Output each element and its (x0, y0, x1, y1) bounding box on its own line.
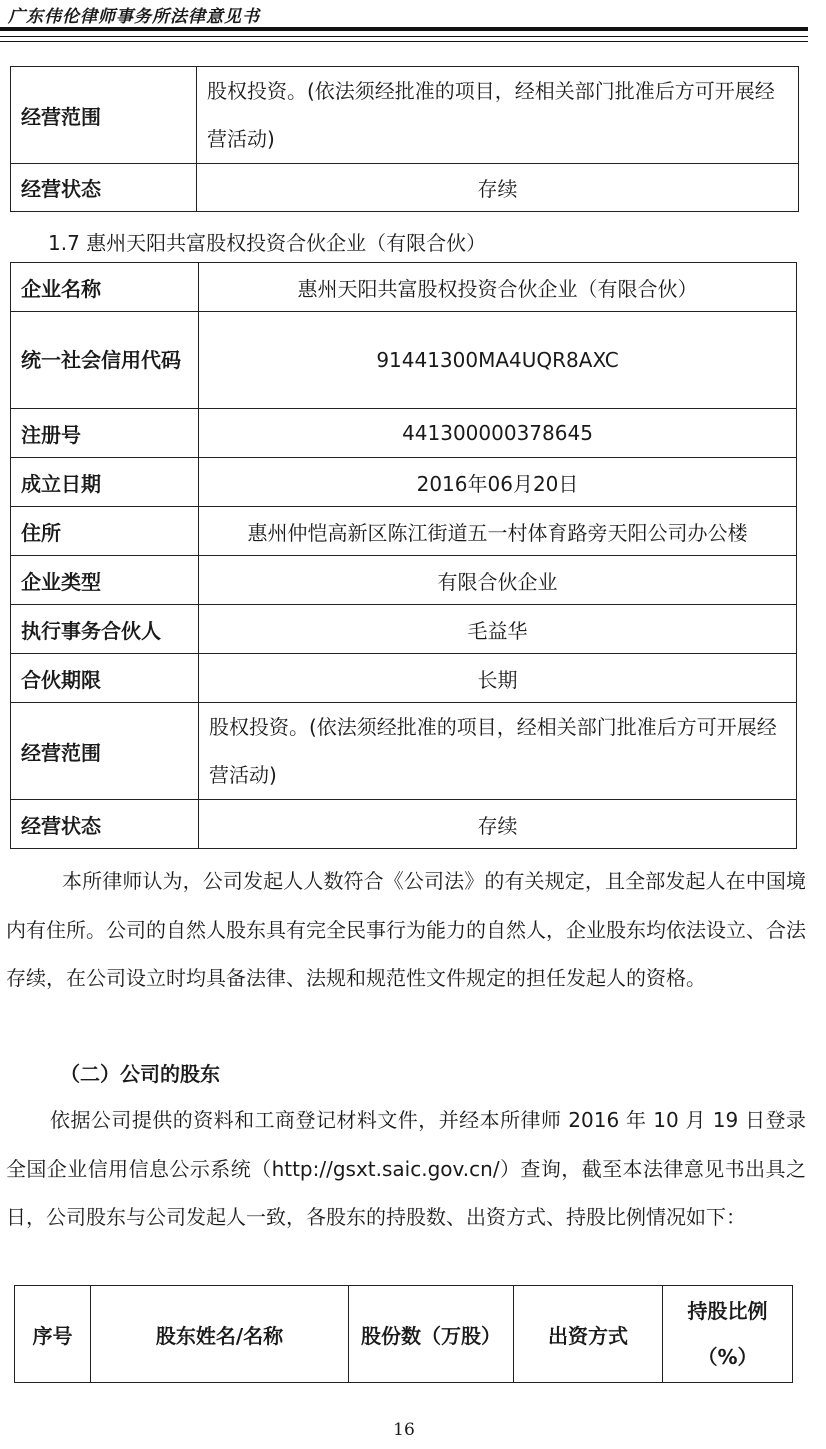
row-value: 长期 (199, 654, 797, 703)
column-header-name: 股东姓名/名称 (91, 1286, 349, 1383)
page-number: 16 (393, 1420, 415, 1440)
header-rule-thick (0, 27, 808, 31)
row-label: 经营范围 (11, 67, 197, 164)
row-label: 经营状态 (11, 800, 199, 849)
row-value: 毛益华 (199, 605, 797, 654)
document-header-title: 广东伟伦律师事务所法律意见书 (8, 7, 260, 27)
opinion-paragraph: 本所律师认为，公司发起人人数符合《公司法》的有关规定，且全部发起人在中国境内有住所。公司的自然人股东具有完全民事行为能力的自然人，企业股东均依法设立、合法存续，在公司设立时均具备法律、法规和规范性文件规定的担任发起人的资格。 (6, 869, 806, 990)
row-value: 股权投资。(依法须经批准的项目，经相关部门批准后方可开展经营活动) (197, 67, 799, 164)
column-header-index: 序号 (15, 1286, 91, 1383)
column-header-shares: 股份数（万股） (349, 1286, 514, 1383)
column-header-contribution: 出资方式 (514, 1286, 663, 1383)
row-value: 2016年06月20日 (199, 458, 797, 507)
row-value: 有限合伙企业 (199, 556, 797, 605)
table-row (11, 605, 797, 654)
row-label: 企业类型 (11, 556, 199, 605)
table-row (11, 507, 797, 556)
section-subheading: （二）公司的股东 (60, 1062, 220, 1086)
row-label: 企业名称 (11, 263, 199, 312)
table-row (11, 800, 797, 849)
table-row (11, 703, 797, 800)
shareholder-paragraph: 依据公司提供的资料和工商登记材料文件，并经本所律师 2016 年 10 月 19 日登录全国企业信用信息公示系统（http://gsxt.saic.gov.cn/）查询，截至本法律意见书出具之日，公司股东与公司发起人一致，各股东的持股数、出资方式、持股比例情况如下： (6, 1108, 806, 1229)
table-row (11, 263, 797, 312)
row-value: 91441300MA4UQR8AXC (199, 312, 797, 409)
row-value: 存续 (199, 800, 797, 849)
previous-company-table (10, 66, 799, 212)
table-row (11, 409, 797, 458)
row-value: 441300000378645 (199, 409, 797, 458)
row-label: 执行事务合伙人 (11, 605, 199, 654)
table-row (11, 67, 799, 164)
row-value: 存续 (197, 164, 799, 212)
row-label: 经营范围 (11, 703, 199, 800)
row-label: 合伙期限 (11, 654, 199, 703)
table-header-row (15, 1286, 793, 1383)
header-rule-thin (0, 36, 808, 37)
table-row (11, 458, 797, 507)
table-row (11, 164, 799, 212)
header-rule-thin-2 (0, 41, 808, 42)
row-value: 股权投资。(依法须经批准的项目，经相关部门批准后方可开展经营活动) (199, 703, 797, 800)
shareholder-table (14, 1285, 793, 1383)
table-row (11, 312, 797, 409)
row-label: 统一社会信用代码 (11, 312, 199, 409)
row-label: 经营状态 (11, 164, 197, 212)
row-value: 惠州仲恺高新区陈江街道五一村体育路旁天阳公司办公楼 (199, 507, 797, 556)
row-label: 注册号 (11, 409, 199, 458)
row-label: 住所 (11, 507, 199, 556)
table-row (11, 556, 797, 605)
column-header-ratio: 持股比例（%） (663, 1286, 793, 1383)
company-info-table (10, 262, 797, 849)
section-title-1-7: 1.7 惠州天阳共富股权投资合伙企业（有限合伙） (48, 231, 487, 255)
table-row (11, 654, 797, 703)
row-label: 成立日期 (11, 458, 199, 507)
row-value: 惠州天阳共富股权投资合伙企业（有限合伙） (199, 263, 797, 312)
